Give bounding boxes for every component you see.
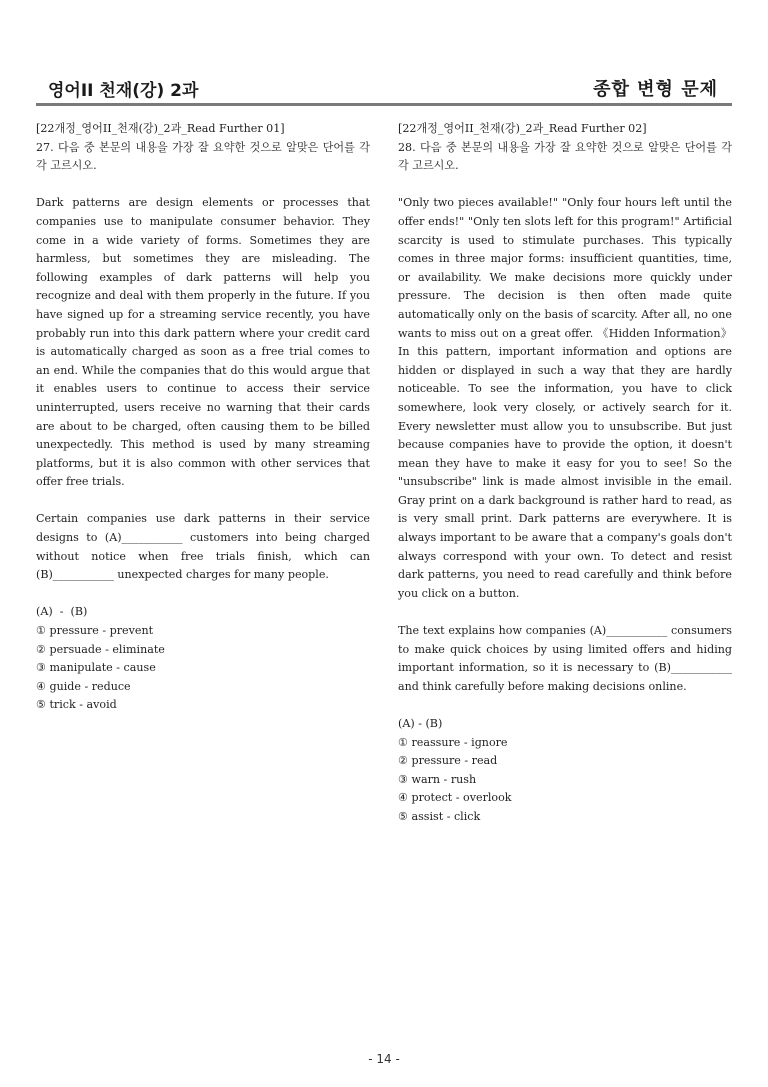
question-27-option-3: ③ manipulate - cause xyxy=(36,661,156,675)
question-28-column xyxy=(398,120,732,827)
question-27-option-1: ① pressure - prevent xyxy=(36,624,154,638)
question-27-option-2: ② persuade - eliminate xyxy=(36,642,165,656)
question-28-options-header: (A) - (B) xyxy=(398,717,443,730)
question-27-prompt: 27. 다음 중 본문의 내용을 가장 잘 요약한 것으로 알맞은 단어를 각각 고르시오. xyxy=(36,140,370,173)
header-title-right: 종합 변형 문제 xyxy=(593,79,718,100)
question-27-passage: Dark patterns are design elements or processes that companies use to manipulate consumer behavior. They come in a wide variety of forms. Sometimes they are harmless, but sometimes they are misleading. The following examples of dark patterns will help you recognize and deal with them properly in the future. If you have signed up for a streaming service recently, you have probably run into this dark pattern where your credit card is automatically charged as soon as a free trial comes to an end. While the companies that do this would argue that it enables users to continue to access their service uninterrupted, users receive no warning that their cards are about to be charged, often causing them to be billed unexpectedly. This method is used by many streaming platforms, but it is also common with other services that offer free trials. xyxy=(36,196,370,489)
question-28-option-5: ⑤ assist - click xyxy=(398,809,481,823)
question-28-option-2: ② pressure - read xyxy=(398,754,498,768)
question-27-option-4: ④ guide - reduce xyxy=(36,679,131,693)
page-header xyxy=(36,70,732,104)
question-27-source: [22개정_영어II_천재(강)_2과_Read Further 01] xyxy=(36,122,285,135)
question-28-prompt: 28. 다음 중 본문의 내용을 가장 잘 요약한 것으로 알맞은 단어를 각각 고르시오. xyxy=(398,140,732,173)
question-28-source: [22개정_영어II_천재(강)_2과_Read Further 02] xyxy=(398,122,647,135)
question-27-summary: Certain companies use dark patterns in their service designs to (A)___________ customers into being charged without notice when free trials finish, which can (B)___________ unexpected charges for many people. xyxy=(36,512,370,582)
header-divider xyxy=(36,103,732,106)
header-title-left: 영어II 천재(강) 2과 xyxy=(48,81,199,101)
question-27-option-5: ⑤ trick - avoid xyxy=(36,698,117,712)
question-28-option-3: ③ warn - rush xyxy=(398,772,477,786)
question-28-option-4: ④ protect - overlook xyxy=(398,791,512,805)
question-28-option-1: ① reassure - ignore xyxy=(398,735,508,749)
page-number: - 14 - xyxy=(368,1052,400,1066)
question-27-options-header: (A) - (B) xyxy=(36,605,88,619)
question-28-passage: "Only two pieces available!" "Only four hours left until the offer ends!" "Only ten slots left for this program!" Artificial scarcity is used to stimulate purchases. This typically comes in three major forms: insufficient quantities, time, or availability. We make decisions more quickly under pressure. The decision is then often made quite automatically only on the basis of scarcity. After all, no one wants to miss out on a great offer. 《Hidden Information》 In this pattern, important information and options are hidden or displayed in such a way that they are hardly noticeable. To see the information, you have to click somewhere, look very closely, or actively search for it. Every newsletter must allow you to unsubscribe. But just because companies have to provide the option, it doesn't mean they have to make it easy for you to see! So the "unsubscribe" link is made almost invisible in the email. Gray print on a dark background is rather hard to read, as is very small print. Dark patterns are everywhere. It is always important to be aware that a company's goals don't always correspond with your own. To detect and resist dark patterns, you need to read carefully and think before you click on a button. xyxy=(398,196,732,600)
question-27-column xyxy=(36,120,370,715)
question-28-summary: The text explains how companies (A)___________ consumers to make quick choices by using limited offers and hiding important information, so it is necessary to (B)___________ and think carefully before making decisions online. xyxy=(398,624,732,693)
